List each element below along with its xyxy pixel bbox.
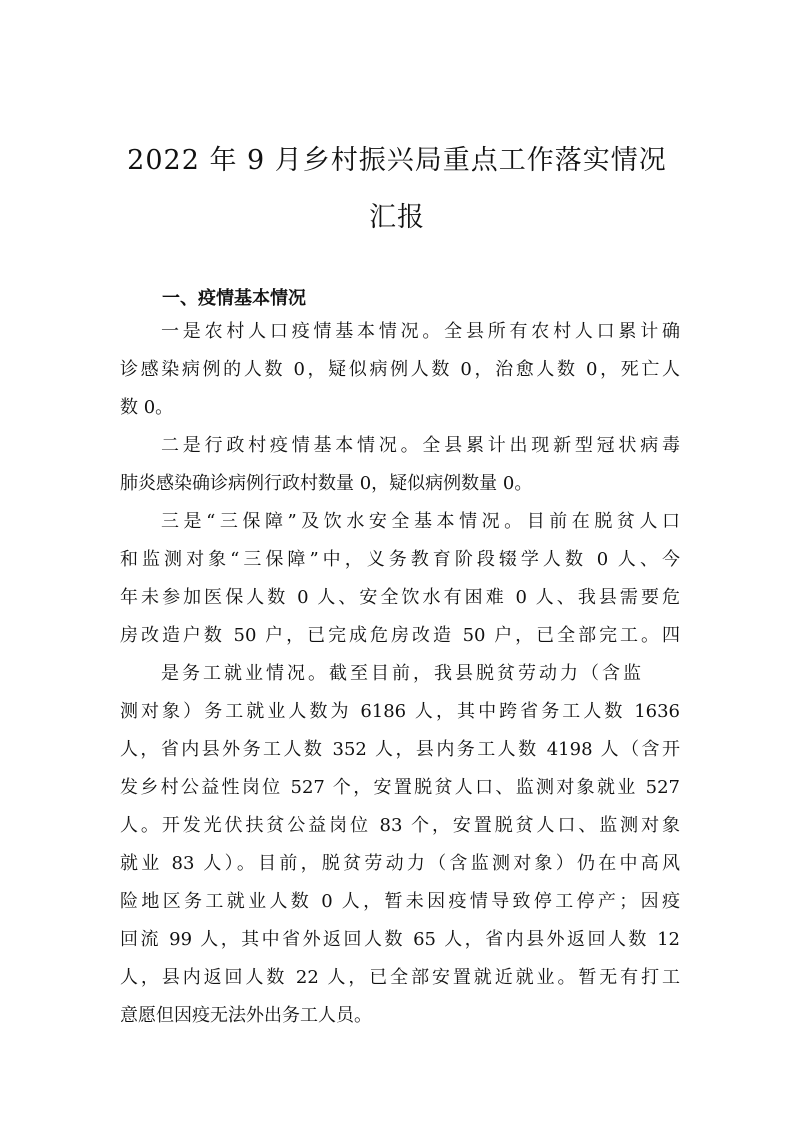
paragraph-line: 二是行政村疫情基本情况。全县累计出现新型冠状病毒 [161, 435, 680, 456]
paragraph-line: 年未参加医保人数 0 人、安全饮水有困难 0 人、我县需要危 [120, 587, 680, 608]
paragraph-line: 就业 83 人）。目前，脱贫劳动力（含监测对象）仍在中高风 [120, 853, 680, 874]
paragraph-line: 险地区务工就业人数 0 人，暂未因疫情导致停工停产；因疫 [120, 891, 680, 912]
paragraph-line: 房改造户数 50 户，已完成危房改造 50 户，已全部完工。四 [120, 625, 680, 646]
paragraph-line: 数 0。 [120, 397, 174, 418]
paragraph-line: 三是“三保障”及饮水安全基本情况。目前在脱贫人口 [161, 511, 680, 532]
paragraph-line: 人，省内县外务工人数 352 人，县内务工人数 4198 人（含开 [120, 739, 680, 760]
paragraph-line: 测对象）务工就业人数为 6186 人，其中跨省务工人数 1636 [120, 701, 680, 722]
paragraph-line: 人，县内返回人数 22 人，已全部安置就近就业。暂无有打工 [120, 967, 680, 988]
document-title-line-1: 2022 年 9 月乡村振兴局重点工作落实情况 [127, 145, 667, 176]
document-title-line-2: 汇报 [369, 202, 425, 233]
section-heading-epidemic: 一、疫情基本情况 [162, 288, 306, 309]
paragraph-line: 意愿但因疫无法外出务工人员。 [120, 1005, 372, 1026]
paragraph-line: 肺炎感染确诊病例行政村数量 0，疑似病例数量 0。 [120, 473, 533, 494]
paragraph-line: 回流 99 人，其中省外返回人数 65 人，省内县外返回人数 12 [120, 929, 680, 950]
paragraph-line: 发乡村公益性岗位 527 个，安置脱贫人口、监测对象就业 527 [120, 777, 680, 798]
paragraph-line: 和监测对象“三保障”中，义务教育阶段辍学人数 0 人、今 [120, 549, 680, 570]
paragraph-line: 一是农村人口疫情基本情况。全县所有农村人口累计确 [161, 321, 680, 342]
paragraph-line: 人。开发光伏扶贫公益岗位 83 个，安置脱贫人口、监测对象 [120, 815, 680, 836]
paragraph-line: 是务工就业情况。截至目前，我县脱贫劳动力（含监 [161, 663, 641, 684]
paragraph-line: 诊感染病例的人数 0，疑似病例人数 0，治愈人数 0，死亡人 [120, 359, 680, 380]
